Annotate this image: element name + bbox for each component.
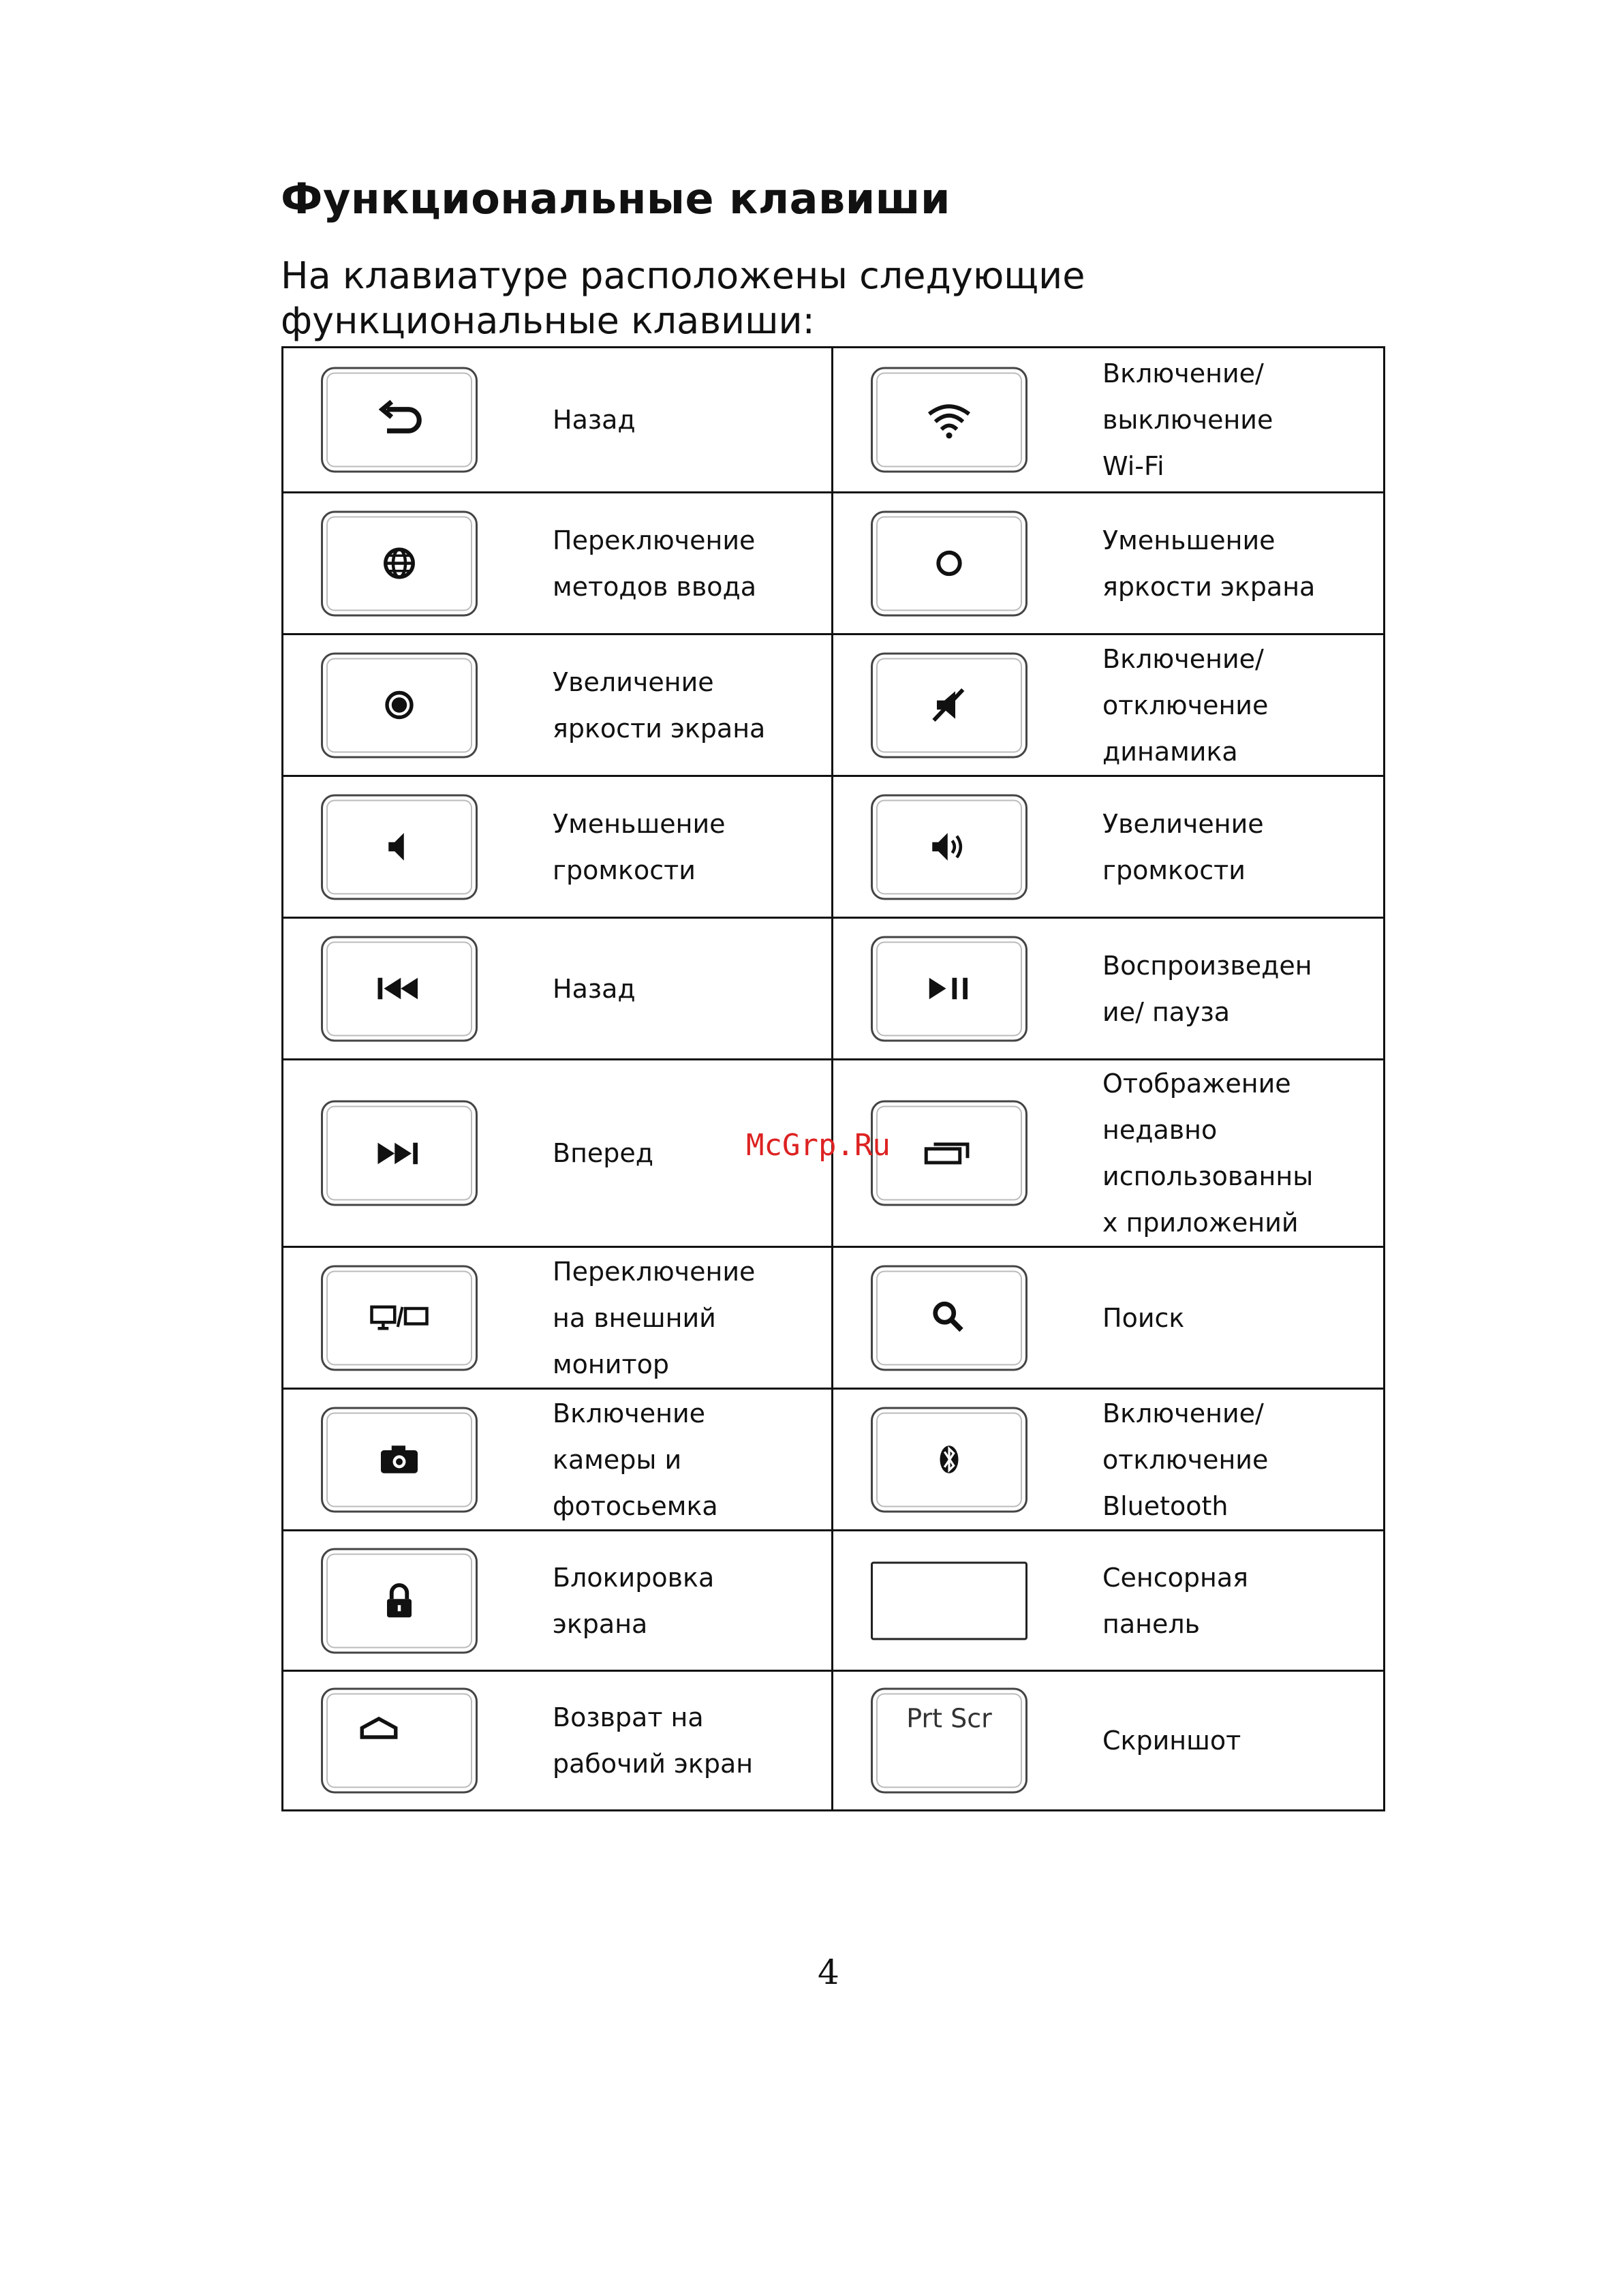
- key-label: Сенсорная панель: [1102, 1562, 1249, 1639]
- intro-line-1: На клавиатуре расположены следующие: [281, 254, 1085, 297]
- function-keys-table: [281, 346, 1385, 1811]
- table-cell: [283, 919, 833, 1058]
- key-search: [871, 1265, 1027, 1371]
- page-title: Функциональные клавиши: [281, 174, 950, 224]
- key-bluetooth: [871, 1407, 1027, 1512]
- key-print-screen: [871, 1688, 1027, 1794]
- brightness-low-icon: [918, 533, 980, 594]
- table-row: [283, 1670, 1383, 1809]
- table-cell: [833, 1248, 1383, 1388]
- key-volume-down: [321, 794, 478, 900]
- key-lock: [321, 1548, 478, 1653]
- table-cell: [283, 348, 833, 491]
- table-cell: [833, 1390, 1383, 1529]
- intro-line-2: функциональные клавиши:: [281, 299, 815, 342]
- intro-text: [281, 254, 1221, 343]
- key-brightness-down: [871, 510, 1027, 616]
- back-arrow-icon: [369, 389, 430, 450]
- key-label: Вперед: [553, 1138, 654, 1168]
- table-row: [283, 1246, 1383, 1388]
- key-volume-up: [871, 794, 1027, 900]
- key-label: Воспроизведен ие/ пауза: [1102, 950, 1312, 1027]
- watermark: McGrp.Ru: [746, 1128, 891, 1163]
- key-label: Поиск: [1102, 1302, 1185, 1333]
- brightness-high-icon: [369, 675, 430, 736]
- key-label: Скриншот: [1102, 1726, 1241, 1756]
- globe-icon: [369, 533, 430, 594]
- table-cell: [833, 919, 1383, 1058]
- key-label: Переключение на внешний монитор: [553, 1256, 756, 1379]
- search-icon: [918, 1287, 980, 1349]
- page-number: 4: [818, 1953, 839, 1992]
- key-next-track: [321, 1101, 478, 1206]
- home-icon: [348, 1704, 409, 1765]
- table-row: [283, 775, 1383, 917]
- key-camera: [321, 1407, 478, 1512]
- table-cell: [283, 1390, 833, 1529]
- key-brightness-up: [321, 652, 478, 758]
- key-label: Увеличение громкости: [1102, 808, 1264, 885]
- previous-track-icon: [369, 958, 430, 1020]
- volume-down-icon: [369, 816, 430, 878]
- key-back: [321, 367, 478, 473]
- key-label: Назад: [553, 973, 636, 1004]
- key-recent-apps: [871, 1101, 1027, 1206]
- key-label: Включение/ выключение Wi-Fi: [1102, 358, 1273, 481]
- table-row: [283, 1529, 1383, 1670]
- table-cell: [283, 635, 833, 775]
- key-external-monitor: [321, 1265, 478, 1371]
- key-label: Включение/ отключение Bluetooth: [1102, 1398, 1269, 1521]
- key-label: Блокировка экрана: [553, 1562, 715, 1639]
- wifi-icon: [918, 389, 980, 450]
- table-cell: [833, 1672, 1383, 1809]
- key-home: [321, 1688, 478, 1794]
- table-row: [283, 348, 1383, 491]
- table-cell: [833, 348, 1383, 491]
- table-cell: [283, 777, 833, 917]
- table-cell: [283, 1531, 833, 1670]
- print-screen-icon: Prt Scr: [906, 1703, 992, 1734]
- key-play-pause: [871, 936, 1027, 1041]
- lock-icon: [369, 1570, 430, 1632]
- key-label: Отображение недавно использованны х приложений: [1102, 1069, 1314, 1238]
- table-row: [283, 491, 1383, 633]
- table-row: [283, 1388, 1383, 1529]
- table-cell: [283, 1248, 833, 1388]
- key-wifi: [871, 367, 1027, 473]
- table-cell: [283, 493, 833, 633]
- table-cell: [833, 1060, 1383, 1246]
- key-label: Увеличение яркости экрана: [553, 667, 766, 744]
- volume-up-icon: [918, 816, 980, 878]
- key-label: Уменьшение громкости: [553, 808, 726, 885]
- key-touchpad: [871, 1561, 1027, 1640]
- play-pause-icon: [918, 958, 980, 1020]
- table-row: [283, 917, 1383, 1058]
- table-cell: [283, 1672, 833, 1809]
- key-label: Включение камеры и фотосьемка: [553, 1398, 718, 1521]
- table-cell: [833, 635, 1383, 775]
- key-label: Возврат на рабочий экран: [553, 1702, 754, 1779]
- speaker-mute-icon: [918, 675, 980, 736]
- key-label: Уменьшение яркости экрана: [1102, 525, 1316, 602]
- key-previous-track: [321, 936, 478, 1041]
- key-label: Включение/ отключение динамика: [1102, 643, 1269, 767]
- bluetooth-icon: [918, 1429, 980, 1490]
- external-monitor-icon: [358, 1287, 440, 1349]
- key-label: Переключение методов ввода: [553, 525, 757, 602]
- key-input-method: [321, 510, 478, 616]
- table-row: [283, 633, 1383, 775]
- table-cell: [833, 1531, 1383, 1670]
- recent-apps-icon: [918, 1122, 980, 1184]
- table-cell: [833, 493, 1383, 633]
- table-cell: [833, 777, 1383, 917]
- key-label: Назад: [553, 405, 636, 435]
- camera-icon: [369, 1429, 430, 1490]
- next-track-icon: [369, 1122, 430, 1184]
- key-speaker-toggle: [871, 652, 1027, 758]
